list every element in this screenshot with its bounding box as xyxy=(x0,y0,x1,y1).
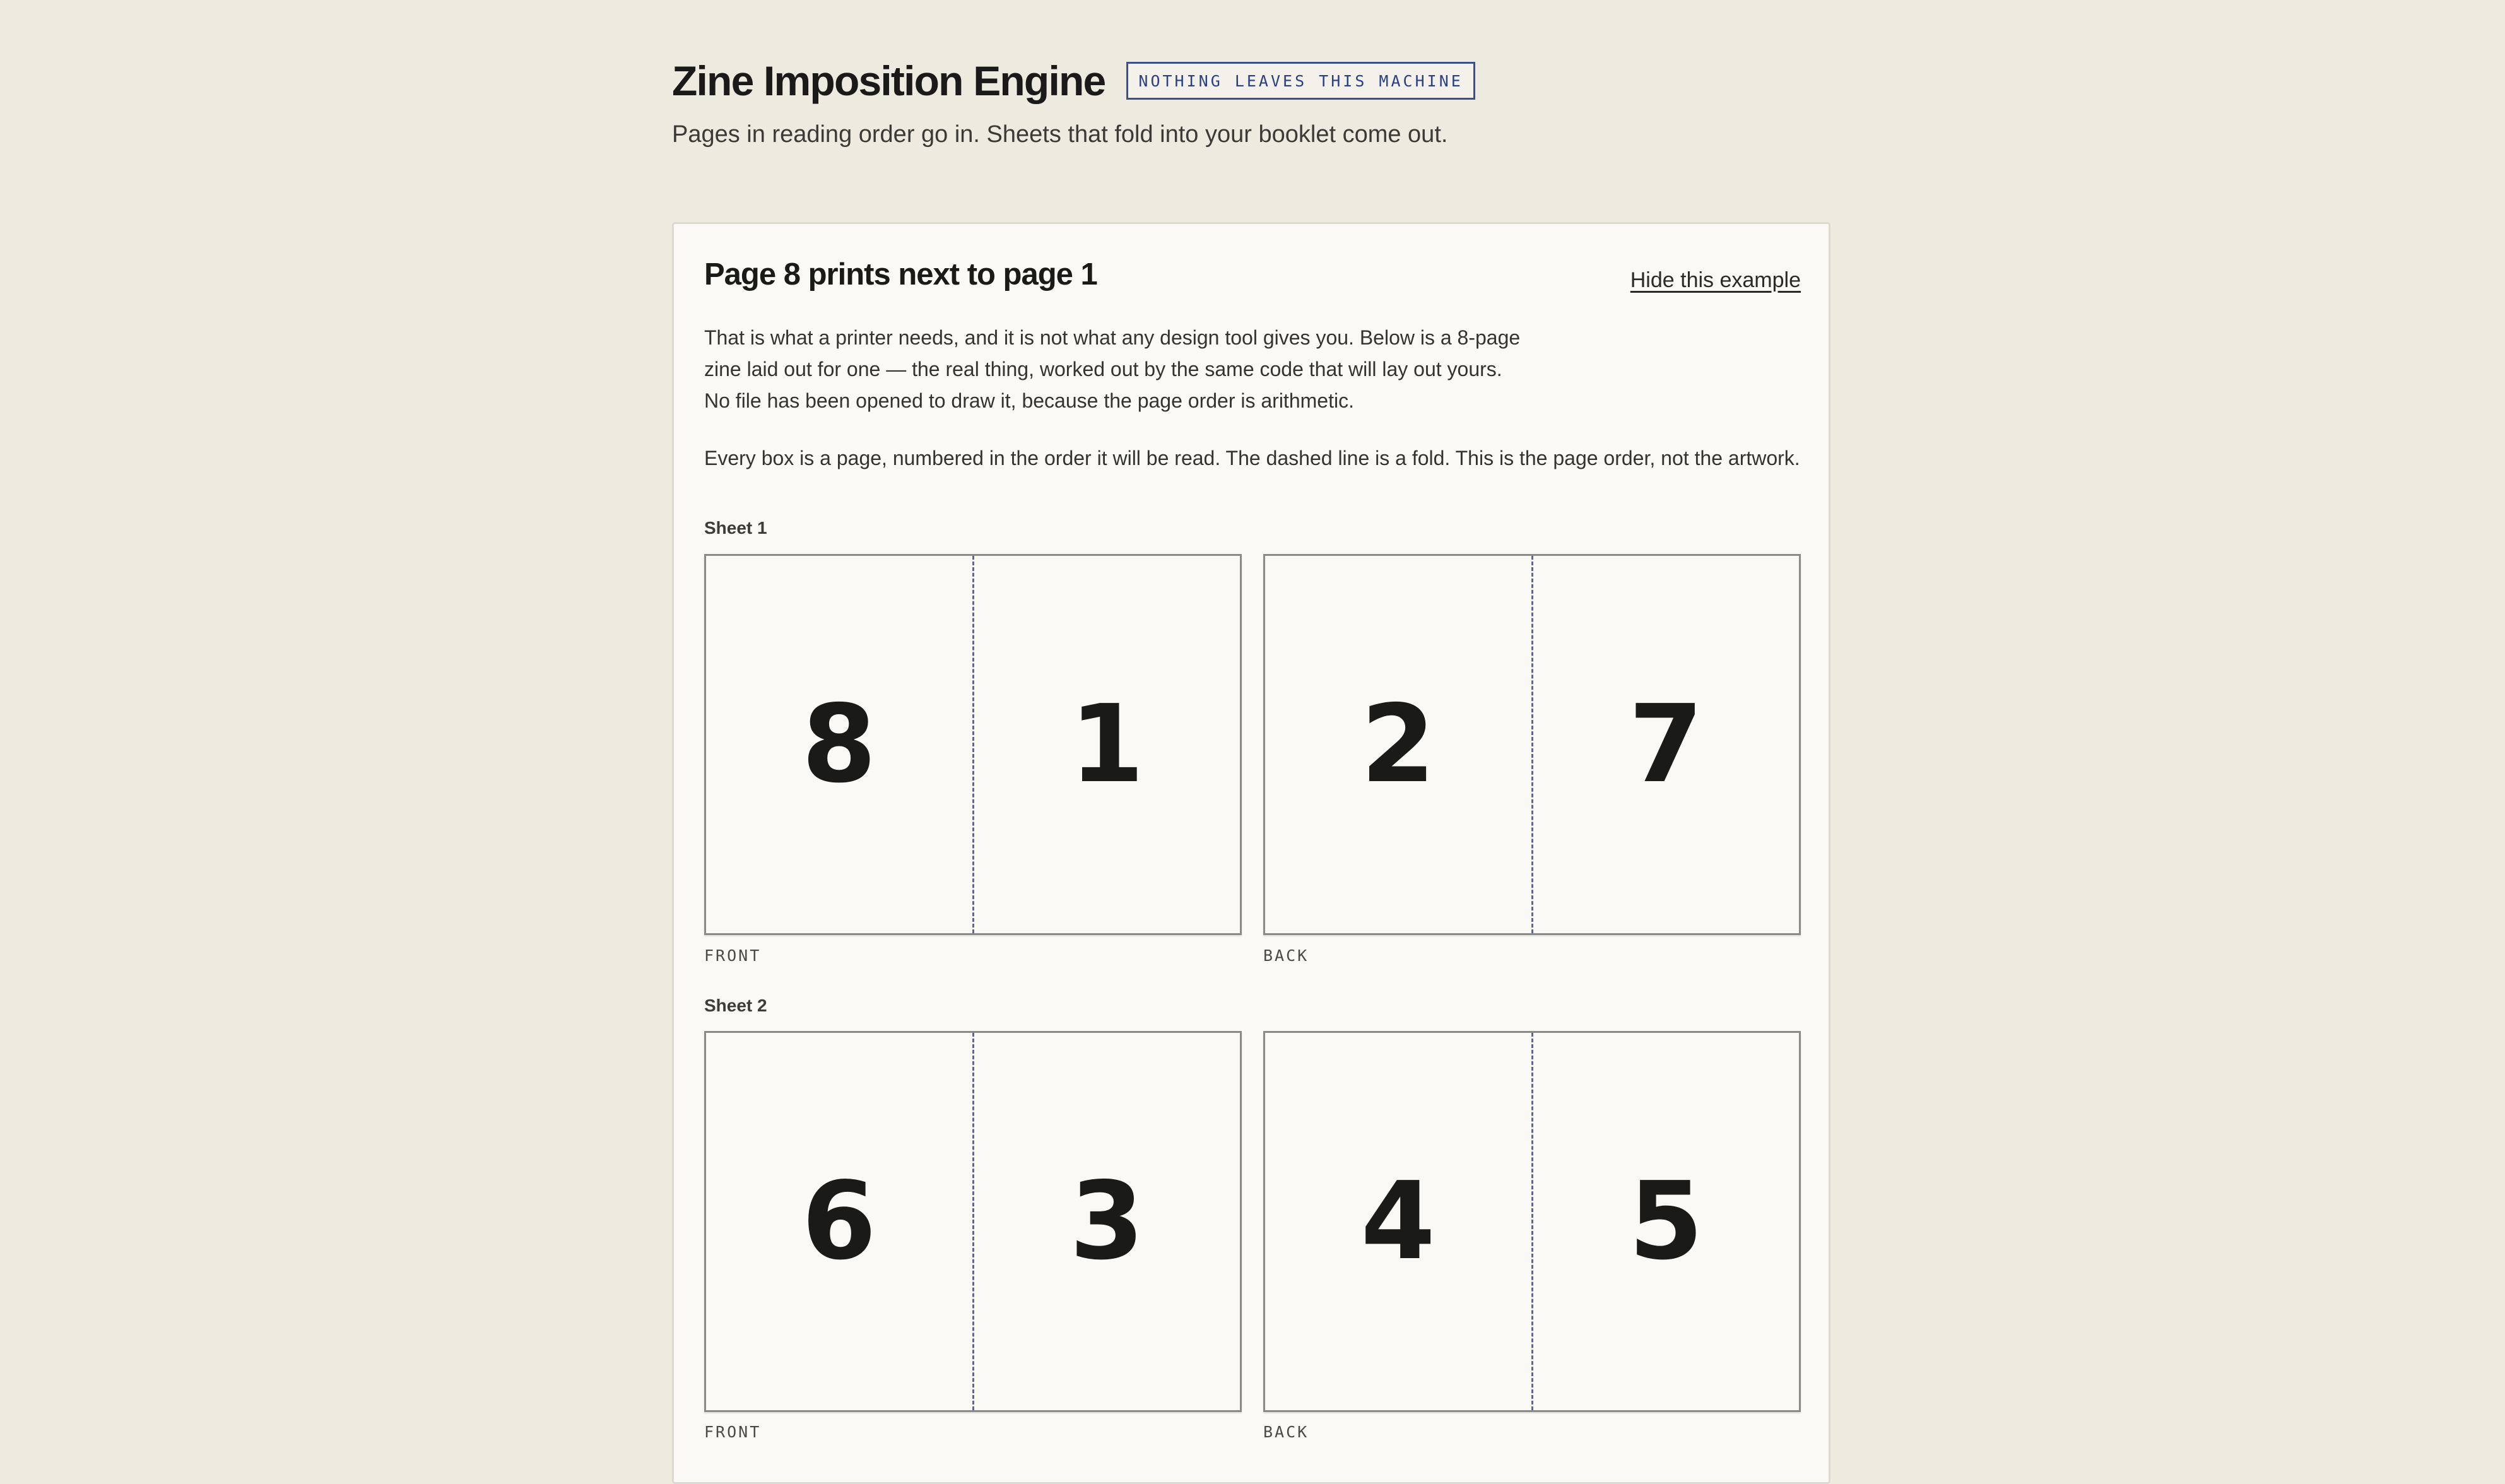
page-box: 8 xyxy=(706,556,974,933)
example-card xyxy=(672,222,1830,1484)
sheet-2-front xyxy=(704,1031,1242,1412)
intro-line: No file has been opened to draw it, because the page order is arithmetic. xyxy=(704,389,1354,412)
page-box: 3 xyxy=(1070,1159,1145,1284)
sheet-2-front-label: FRONT xyxy=(704,1423,762,1441)
sheet-2-back xyxy=(1263,1031,1801,1412)
sheet-1-front-label: FRONT xyxy=(704,946,762,965)
page-box: 2 xyxy=(1265,556,1533,933)
privacy-badge: NOTHING LEAVES THIS MACHINE xyxy=(1126,62,1475,100)
page-box: 1 xyxy=(1070,682,1145,807)
app-title: Zine Imposition Engine xyxy=(672,57,1105,104)
page-box: 6 xyxy=(706,1033,974,1410)
intro-line: zine laid out for one — the real thing, worked out by the same code that will lay out yours. xyxy=(704,358,1502,380)
sheet-1-label: Sheet 1 xyxy=(704,518,767,538)
app-header xyxy=(672,57,1475,105)
sheet-2-label: Sheet 2 xyxy=(704,996,767,1015)
example-title: Page 8 prints next to page 1 xyxy=(704,257,1097,292)
sheet-1-back xyxy=(1263,554,1801,935)
app-subtitle: Pages in reading order go in. Sheets that fold into your booklet come out. xyxy=(672,121,1448,148)
page-box: 4 xyxy=(1265,1033,1533,1410)
sheet-2-back-label: BACK xyxy=(1263,1423,1309,1441)
intro-line: That is what a printer needs, and it is not what any design tool gives you. Below is a 8-page xyxy=(704,326,1521,349)
sheet-1-back-label: BACK xyxy=(1263,946,1309,965)
example-note: Every box is a page, numbered in the order it will be read. The dashed line is a fold. This is the page order, not the artwork. xyxy=(704,447,1800,469)
page-box: 7 xyxy=(1629,682,1704,807)
hide-example-link[interactable]: Hide this example xyxy=(1630,268,1801,292)
page-box: 5 xyxy=(1629,1159,1704,1284)
example-intro xyxy=(704,322,1588,416)
sheet-1-front xyxy=(704,554,1242,935)
